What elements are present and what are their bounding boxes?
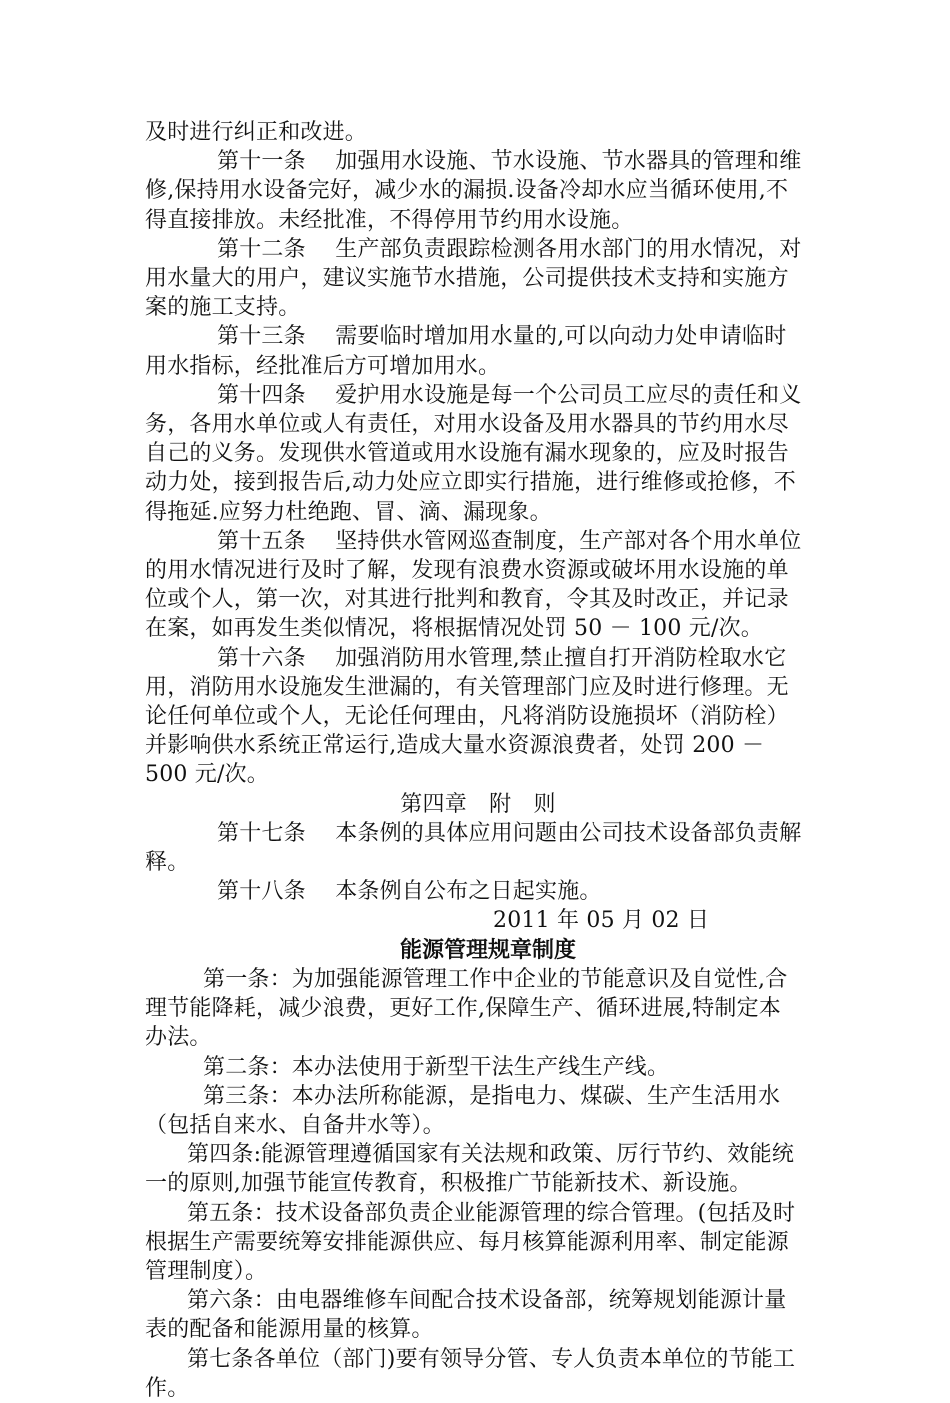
chapter-heading: 第四章 附 则 bbox=[400, 791, 556, 817]
text-line: 第十六条 加强消防用水管理,禁止擅自打开消防栓取水它 bbox=[217, 645, 787, 671]
text-line: 动力处，接到报告后,动力处应立即实行措施，进行维修或抢修，不 bbox=[145, 470, 796, 496]
text-line: 表的配备和能源用量的核算。 bbox=[145, 1317, 434, 1343]
text-line: 第十一条 加强用水设施、节水设施、节水器具的管理和维 bbox=[217, 149, 802, 175]
text-line: 第二条：本办法使用于新型干法生产线生产线。 bbox=[203, 1054, 670, 1080]
text-line: 及时进行纠正和改进。 bbox=[145, 120, 368, 145]
text-line: 用水量大的用户，建议实施节水措施，公司提供技术支持和实施方 bbox=[145, 266, 789, 292]
text-line: 一的原则,加强节能宣传教育，积极推广节能新技术、新设施。 bbox=[145, 1171, 752, 1197]
text-line: 修,保持用水设备完好，减少水的漏损.设备冷却水应当循环使用,不 bbox=[145, 178, 789, 204]
text-line: 第十二条 生产部负责跟踪检测各用水部门的用水情况，对 bbox=[217, 236, 802, 262]
text-line: （包括自来水、自备井水等）。 bbox=[145, 1112, 445, 1138]
text-line: 办法。 bbox=[145, 1025, 212, 1051]
text-line: 第四条:能源管理遵循国家有关法规和政策、厉行节约、效能统 bbox=[187, 1142, 795, 1168]
text-line: 作。 bbox=[145, 1375, 190, 1401]
text-line: 第十四条 爱护用水设施是每一个公司员工应尽的责任和义 bbox=[217, 382, 802, 408]
text-line: 500 元/次。 bbox=[145, 762, 269, 788]
text-line: 位或个人，第一次，对其进行批判和教育，令其及时改正，并记录 bbox=[145, 587, 789, 613]
text-line: 用，消防用水设施发生泄漏的，有关管理部门应及时进行修理。无 bbox=[145, 674, 789, 700]
text-line: 并影响供水系统正常运行,造成大量水资源浪费者，处罚 200 － bbox=[145, 733, 765, 759]
text-line: 释。 bbox=[145, 850, 190, 876]
text-line: 得拖延.应努力杜绝跑、冒、滴、漏现象。 bbox=[145, 499, 552, 525]
text-line: 自己的义务。发现供水管道或用水设施有漏水现象的，应及时报告 bbox=[145, 441, 789, 467]
text-line: 第七条各单位（部门)要有领导分管、专人负责本单位的节能工 bbox=[187, 1346, 796, 1372]
text-line: 务，各用水单位或人有责任，对用水设备及用水器具的节约用水尽 bbox=[145, 412, 789, 438]
document-page bbox=[145, 118, 811, 1403]
text-line: 在案，如再发生类似情况，将根据情况处罚 50 － 100 元/次。 bbox=[145, 616, 763, 642]
text-line: 得直接排放。未经批准，不得停用节约用水设施。 bbox=[145, 207, 634, 233]
text-line: 第十三条 需要临时增加用水量的,可以向动力处申请临时 bbox=[217, 324, 787, 350]
text-line: 第十七条 本条例的具体应用问题由公司技术设备部负责解 bbox=[217, 820, 802, 846]
text-line: 理节能降耗，减少浪费，更好工作,保障生产、循环进展,特制定本 bbox=[145, 996, 781, 1022]
text-line: 用水指标，经批准后方可增加用水。 bbox=[145, 353, 501, 379]
text-line: 的用水情况进行及时了解，发现有浪费水资源或破坏用水设施的单 bbox=[145, 558, 789, 584]
text-line: 第五条：技术设备部负责企业能源管理的综合管理。(包括及时 bbox=[187, 1200, 796, 1226]
text-line: 第十五条 坚持供水管网巡查制度，生产部对各个用水单位 bbox=[217, 528, 802, 554]
date-line: 2011 年 05 月 02 日 bbox=[493, 908, 710, 934]
text-line: 第三条：本办法所称能源，是指电力、煤碳、生产生活用水 bbox=[203, 1083, 781, 1109]
text-line: 论任何单位或个人，无论任何理由，凡将消防设施损坏（消防栓） bbox=[145, 704, 789, 730]
text-line: 管理制度）。 bbox=[145, 1258, 268, 1284]
text-line: 第十八条 本条例自公布之日起实施。 bbox=[217, 879, 602, 905]
text-line: 案的施工支持。 bbox=[145, 295, 301, 321]
text-line: 第六条：由电器维修车间配合技术设备部，统筹规划能源计量 bbox=[187, 1288, 787, 1314]
text-line: 第一条：为加强能源管理工作中企业的节能意识及自觉性,合 bbox=[203, 966, 788, 992]
text-line: 根据生产需要统筹安排能源供应、每月核算能源利用率、制定能源 bbox=[145, 1229, 789, 1255]
section-title: 能源管理规章制度 bbox=[399, 937, 576, 963]
